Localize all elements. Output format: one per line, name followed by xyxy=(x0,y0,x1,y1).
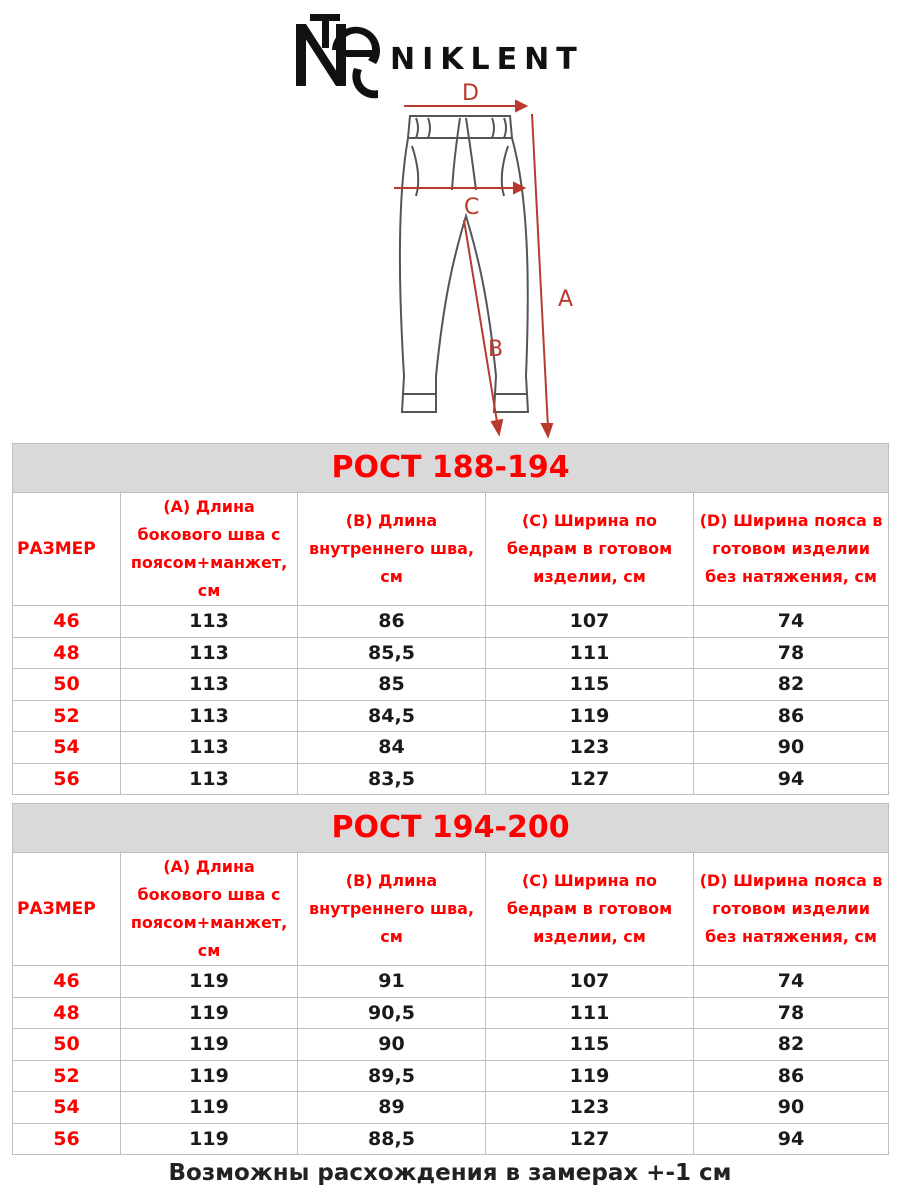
value-cell: 84 xyxy=(298,732,486,764)
monogram-icon xyxy=(296,14,380,98)
value-cell: 119 xyxy=(121,1029,298,1061)
size-table-188-194 xyxy=(12,443,889,795)
col-c-header: (C) Ширина по бедрам в готовом изделии, см xyxy=(486,493,694,606)
value-cell: 89 xyxy=(298,1092,486,1124)
value-cell: 89,5 xyxy=(298,1060,486,1092)
col-c-header: (C) Ширина по бедрам в готовом изделии, см xyxy=(486,853,694,966)
table-row xyxy=(13,1123,889,1155)
value-cell: 86 xyxy=(694,1060,889,1092)
value-cell: 86 xyxy=(694,700,889,732)
size-cell: 46 xyxy=(13,966,121,998)
measurement-note: Возможны расхождения в замерах +-1 см xyxy=(168,1160,732,1186)
col-a-header: (A) Длина бокового шва с поясом+манжет, см xyxy=(121,493,298,606)
value-cell: 90 xyxy=(694,1092,889,1124)
value-cell: 107 xyxy=(486,606,694,638)
table-row xyxy=(13,763,889,795)
col-size-header: РАЗМЕР xyxy=(13,853,121,966)
value-cell: 123 xyxy=(486,1092,694,1124)
value-cell: 119 xyxy=(121,966,298,998)
label-d: D xyxy=(462,81,479,106)
value-cell: 90 xyxy=(298,1029,486,1061)
size-cell: 50 xyxy=(13,669,121,701)
table-title: РОСТ 188-194 xyxy=(13,444,889,493)
value-cell: 107 xyxy=(486,966,694,998)
col-size-header: РАЗМЕР xyxy=(13,493,121,606)
value-cell: 94 xyxy=(694,763,889,795)
value-cell: 82 xyxy=(694,1029,889,1061)
value-cell: 119 xyxy=(121,1123,298,1155)
table-row xyxy=(13,1060,889,1092)
arrow-a xyxy=(532,114,548,428)
value-cell: 94 xyxy=(694,1123,889,1155)
arrow-b xyxy=(464,220,498,428)
value-cell: 86 xyxy=(298,606,486,638)
value-cell: 111 xyxy=(486,637,694,669)
table-row xyxy=(13,997,889,1029)
table-row xyxy=(13,1092,889,1124)
value-cell: 82 xyxy=(694,669,889,701)
table-row xyxy=(13,1029,889,1061)
size-cell: 48 xyxy=(13,637,121,669)
value-cell: 115 xyxy=(486,1029,694,1061)
value-cell: 119 xyxy=(486,700,694,732)
value-cell: 84,5 xyxy=(298,700,486,732)
table-row xyxy=(13,606,889,638)
col-b-header: (B) Длина внутреннего шва, см xyxy=(298,853,486,966)
size-cell: 56 xyxy=(13,763,121,795)
value-cell: 123 xyxy=(486,732,694,764)
value-cell: 83,5 xyxy=(298,763,486,795)
value-cell: 111 xyxy=(486,997,694,1029)
value-cell: 127 xyxy=(486,1123,694,1155)
label-c: C xyxy=(464,195,480,220)
value-cell: 85 xyxy=(298,669,486,701)
value-cell: 115 xyxy=(486,669,694,701)
size-cell: 54 xyxy=(13,1092,121,1124)
value-cell: 113 xyxy=(121,763,298,795)
value-cell: 113 xyxy=(121,732,298,764)
table-title: РОСТ 194-200 xyxy=(13,804,889,853)
value-cell: 78 xyxy=(694,997,889,1029)
value-cell: 113 xyxy=(121,669,298,701)
value-cell: 78 xyxy=(694,637,889,669)
value-cell: 119 xyxy=(486,1060,694,1092)
pants-diagram xyxy=(380,76,580,446)
col-b-header: (B) Длина внутреннего шва, см xyxy=(298,493,486,606)
col-d-header: (D) Ширина пояса в готовом изделии без натяжения, см xyxy=(694,853,889,966)
value-cell: 113 xyxy=(121,606,298,638)
col-d-header: (D) Ширина пояса в готовом изделии без натяжения, см xyxy=(694,493,889,606)
value-cell: 74 xyxy=(694,606,889,638)
label-b: B xyxy=(488,337,504,362)
label-a: A xyxy=(558,287,574,312)
value-cell: 88,5 xyxy=(298,1123,486,1155)
size-table-194-200 xyxy=(12,803,889,1155)
value-cell: 113 xyxy=(121,637,298,669)
value-cell: 113 xyxy=(121,700,298,732)
table-row xyxy=(13,700,889,732)
size-cell: 52 xyxy=(13,1060,121,1092)
value-cell: 127 xyxy=(486,763,694,795)
value-cell: 74 xyxy=(694,966,889,998)
value-cell: 119 xyxy=(121,1092,298,1124)
table-row xyxy=(13,637,889,669)
size-cell: 56 xyxy=(13,1123,121,1155)
value-cell: 119 xyxy=(121,1060,298,1092)
col-a-header: (A) Длина бокового шва с поясом+манжет, см xyxy=(121,853,298,966)
value-cell: 90,5 xyxy=(298,997,486,1029)
size-cell: 54 xyxy=(13,732,121,764)
table-row xyxy=(13,732,889,764)
value-cell: 91 xyxy=(298,966,486,998)
pants-outline-icon xyxy=(400,116,528,412)
value-cell: 85,5 xyxy=(298,637,486,669)
value-cell: 119 xyxy=(121,997,298,1029)
brand-name: NIKLENT xyxy=(390,42,584,77)
size-cell: 48 xyxy=(13,997,121,1029)
size-cell: 46 xyxy=(13,606,121,638)
size-cell: 50 xyxy=(13,1029,121,1061)
value-cell: 90 xyxy=(694,732,889,764)
table-row xyxy=(13,966,889,998)
table-row xyxy=(13,669,889,701)
size-cell: 52 xyxy=(13,700,121,732)
